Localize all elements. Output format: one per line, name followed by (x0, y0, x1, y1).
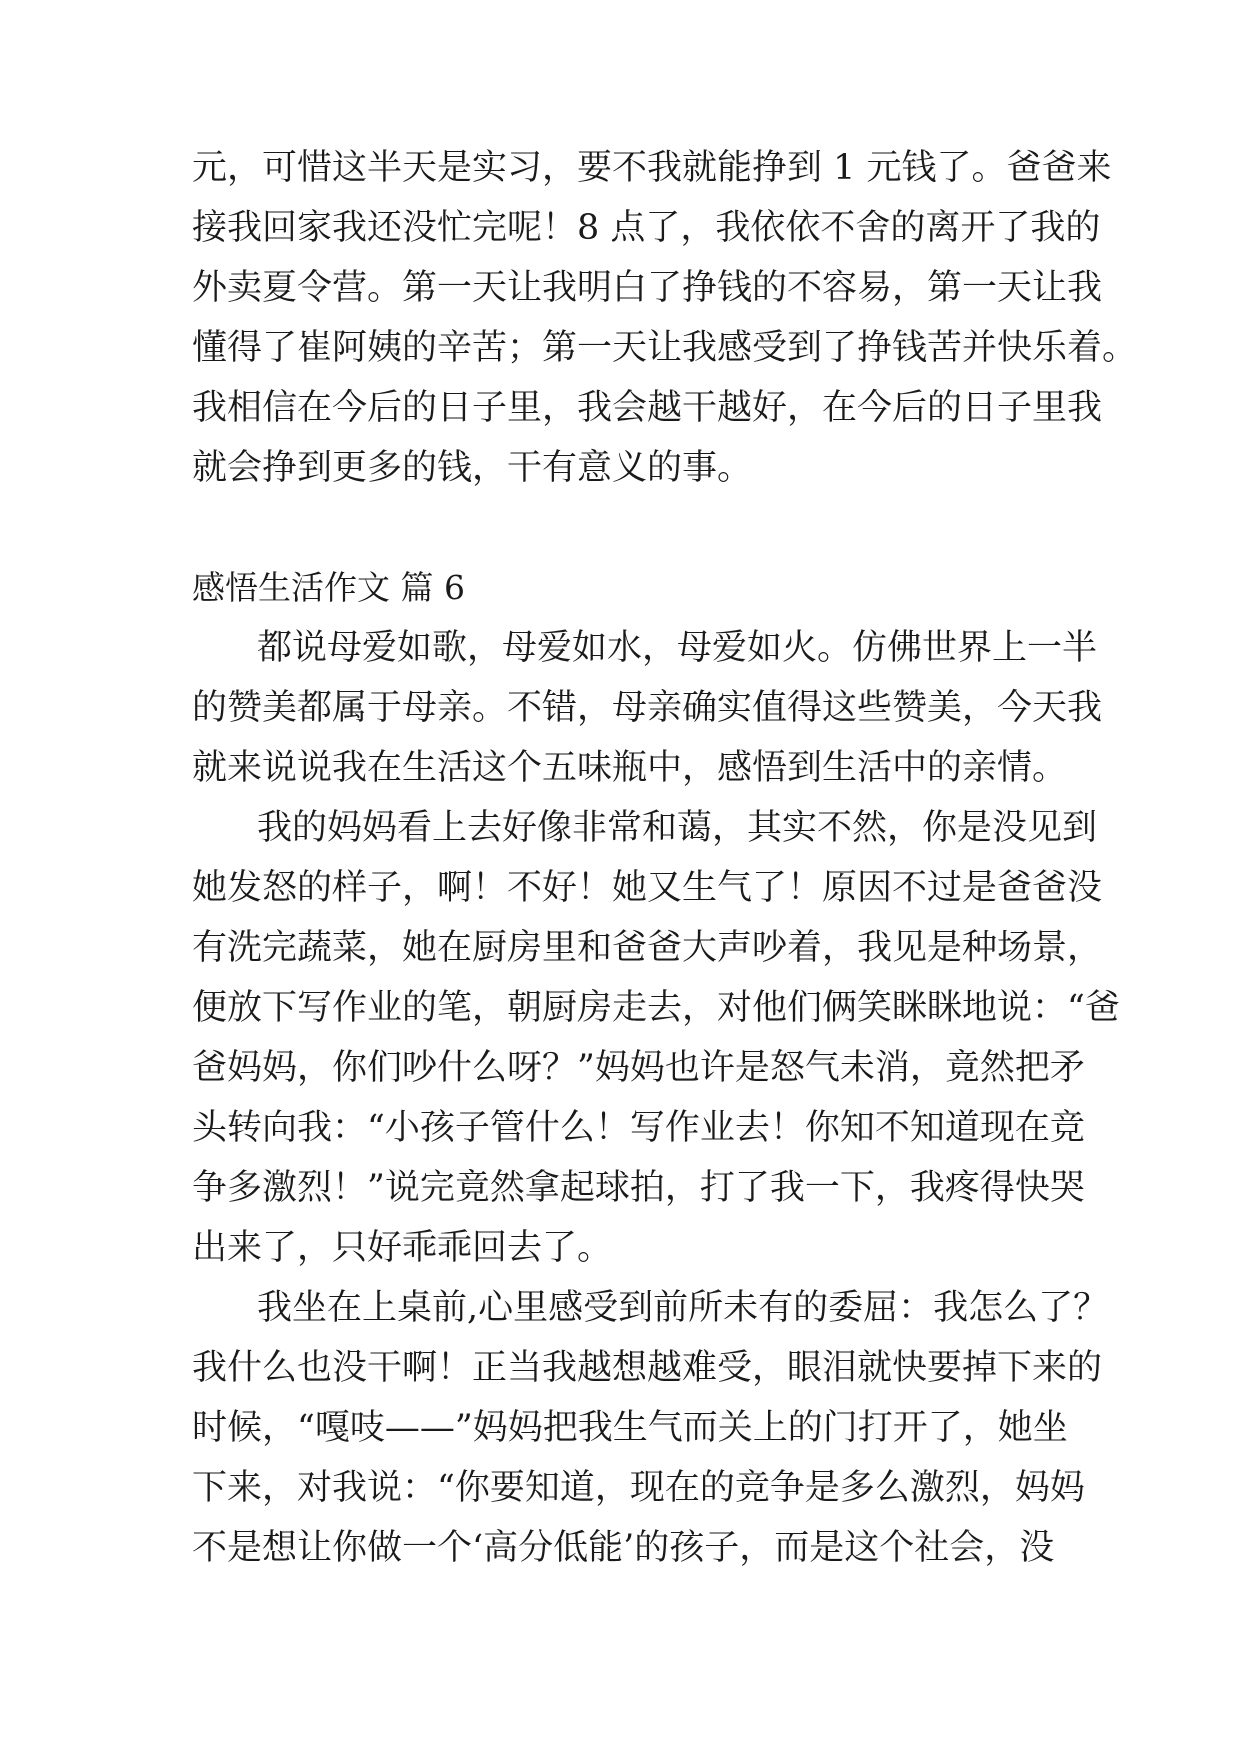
text-line: 下来，对我说：“你要知道，现在的竞争是多么激烈，妈妈 (192, 1468, 1085, 1508)
text-line: 接我回家我还没忙完呢！8 点了，我依依不舍的离开了我的 (192, 208, 1101, 248)
text-line: 头转向我：“小孩子管什么！写作业去！你知不知道现在竞 (192, 1108, 1085, 1148)
text-line: 她发怒的样子，啊！不好！她又生气了！原因不过是爸爸没 (192, 868, 1103, 908)
text-line: 爸妈妈，你们吵什么呀？”妈妈也许是怒气未消，竟然把矛 (192, 1048, 1085, 1088)
text-line: 我坐在上桌前,心里感受到前所未有的委屈：我怎么了？ (257, 1288, 1109, 1328)
text-line: 的赞美都属于母亲。不错，母亲确实值得这些赞美，今天我 (192, 688, 1103, 728)
text-line: 有洗完蔬菜，她在厨房里和爸爸大声吵着，我见是种场景， (192, 928, 1103, 968)
text-line: 外卖夏令营。第一天让我明白了挣钱的不容易，第一天让我 (192, 268, 1103, 308)
text-line: 我什么也没干啊！正当我越想越难受，眼泪就快要掉下来的 (192, 1348, 1103, 1388)
section-title: 感悟生活作文 篇 6 (192, 568, 465, 607)
text-line: 出来了，只好乖乖回去了。 (192, 1228, 613, 1268)
text-line: 不是想让你做一个‘高分低能’的孩子，而是这个社会，没 (192, 1528, 1055, 1568)
text-line: 元，可惜这半天是实习，要不我就能挣到 1 元钱了。爸爸来 (192, 148, 1112, 188)
text-line: 时候，“嘎吱——”妈妈把我生气而关上的门打开了，她坐 (192, 1408, 1068, 1448)
text-line: 就会挣到更多的钱，干有意义的事。 (192, 448, 753, 488)
text-line: 就来说说我在生活这个五味瓶中，感悟到生活中的亲情。 (192, 748, 1068, 788)
text-line: 都说母爱如歌，母爱如水，母爱如火。仿佛世界上一半 (257, 628, 1098, 668)
text-line: 便放下写作业的笔，朝厨房走去，对他们俩笑眯眯地说：“爸 (192, 988, 1120, 1028)
text-line: 我的妈妈看上去好像非常和蔼，其实不然，你是没见到 (257, 808, 1098, 848)
text-line: 我相信在今后的日子里，我会越干越好，在今后的日子里我 (192, 388, 1103, 428)
text-line: 懂得了崔阿姨的辛苦；第一天让我感受到了挣钱苦并快乐着。 (192, 328, 1138, 368)
text-line: 争多激烈！”说完竟然拿起球拍，打了我一下，我疼得快哭 (192, 1168, 1085, 1208)
